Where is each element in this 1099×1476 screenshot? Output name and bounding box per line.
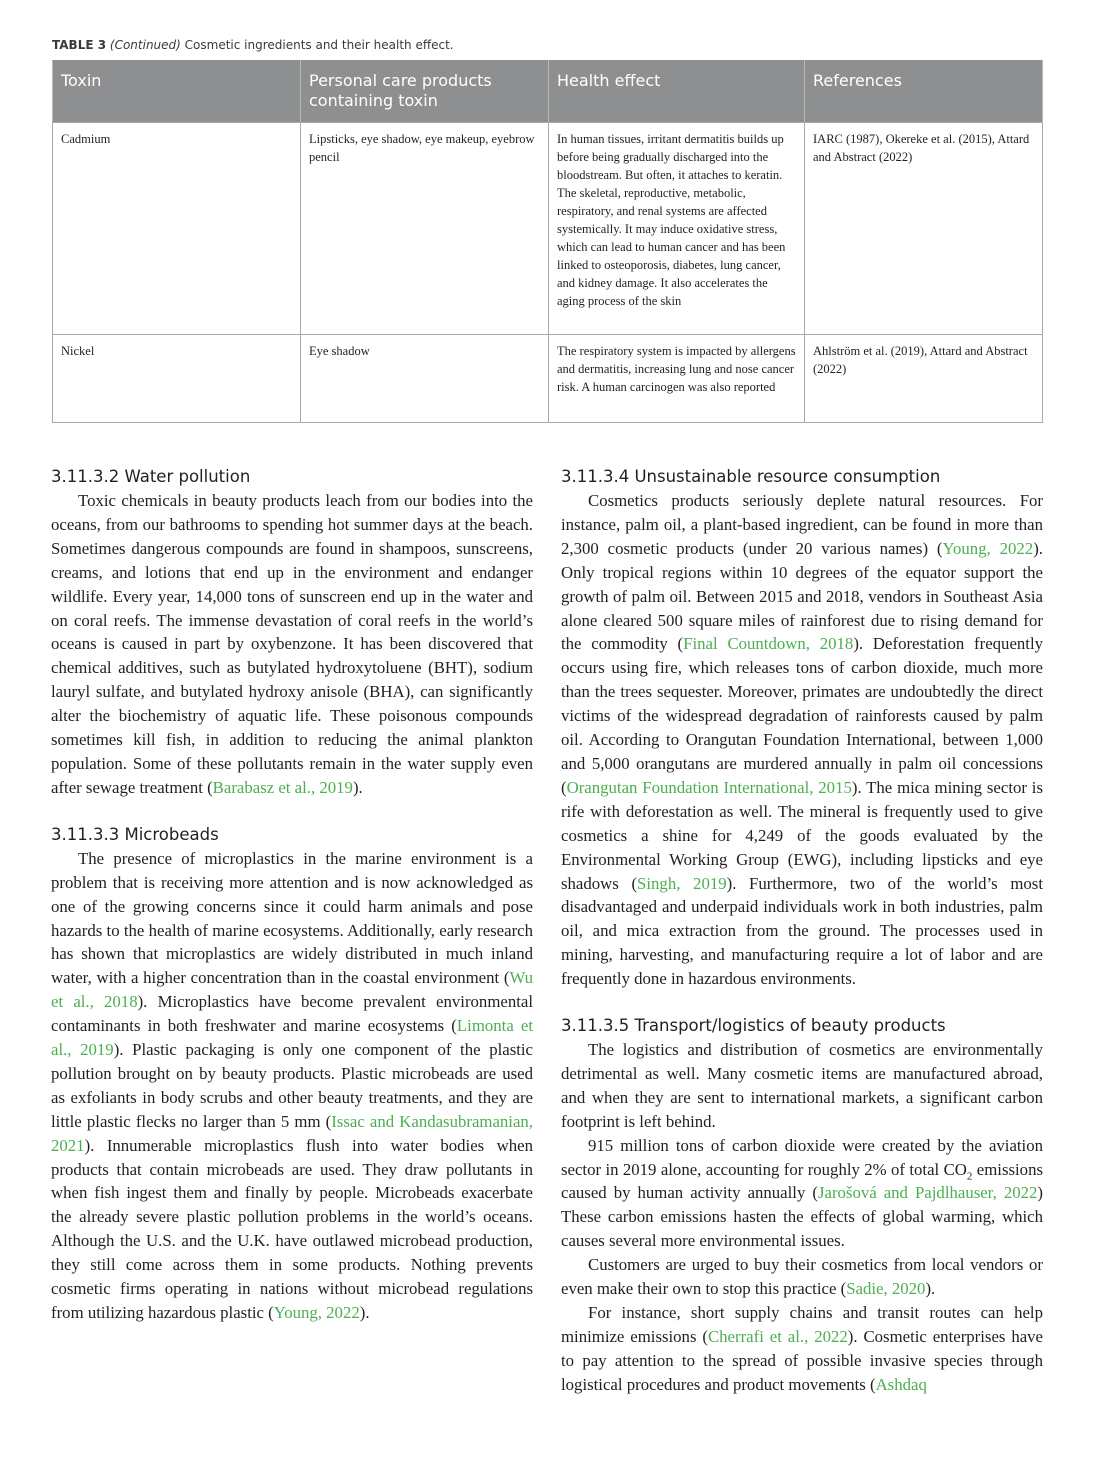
citation-link[interactable]: Final Countdown, 2018 <box>683 634 854 654</box>
section-heading-water-pollution: 3.11.3.2 Water pollution <box>51 467 251 486</box>
table-header-row <box>53 60 1043 123</box>
table-label: TABLE 3 <box>52 38 107 52</box>
paragraph <box>51 489 533 800</box>
citation-link[interactable]: Ashdaq <box>875 1374 927 1394</box>
section-heading-resource-consumption: 3.11.3.4 Unsustainable resource consumption <box>561 467 941 486</box>
paragraph <box>561 489 1043 991</box>
header-products: Personal care products containing toxin <box>301 60 549 123</box>
text: For instance, short supply chains and transit routes can help minimize emissions ( <box>561 1303 1043 1346</box>
cell-references[interactable]: Ahlström et al. (2019), Attard and Abstract (2022) <box>805 335 1043 423</box>
text: emissions caused by human activity annually ( <box>561 1159 1043 1203</box>
citation-link[interactable]: Barabasz et al., 2019 <box>212 777 353 797</box>
left-column <box>51 465 533 1325</box>
citation-link[interactable]: Wu et al., 2018 <box>51 968 533 1012</box>
section-heading-microbeads: 3.11.3.3 Microbeads <box>51 824 219 844</box>
text: Toxic chemicals in beauty products leach from our bodies into the oceans, from our bathrooms to spending hot summer days at the beach. Sometimes dangerous compounds are found in shampoos, sunscreens, creams, and lotions that end up in the environment and endanger wildlife. Every year, 14,000 tons of sunscreen end up in the water and on coral reefs. The immense devastation of coral reefs in the world’s oceans is caused in part by oxybenzone. It has been discovered that chemical additives, such as butylated hydroxytoluene (BHT), sodium lauryl sulfate, and butylated hydroxy anisole (BHA), can significantly alter the biochemistry of aquatic life. These poisonous compounds sometimes kill fish, in addition to reducing the animal plankton population. Some of these pollutants remain in the water supply even after sewage treatment ( <box>51 491 533 797</box>
table-row <box>53 123 1043 335</box>
right-column <box>561 465 1043 1397</box>
text: ). Plastic packaging is only one component of the plastic pollution brought on by beauty products. Plastic microbeads are used as exfoliants in body scrubs and other beauty treatments, and they are little plastic flecks no larger than 5 mm ( <box>51 1040 533 1131</box>
citation-link[interactable]: Limonta et al., 2019 <box>51 1016 533 1060</box>
cell-health-effect: In human tissues, irritant dermatitis builds up before being gradually discharged into the bloodstream. But often, it attaches to keratin. The skeletal, reproductive, metabolic, respiratory, and renal systems are affected systemically. It may induce oxidative stress, which can lead to human cancer and has been linked to osteoporosis, diabetes, lung cancer, and kidney damage. It also accelerates the aging process of the skin <box>549 123 805 335</box>
paragraph <box>561 1134 1043 1254</box>
paragraph <box>561 1253 1043 1301</box>
header-health-effect: Health effect <box>549 60 805 123</box>
citation-link[interactable]: Sadie, 2020 <box>846 1279 926 1299</box>
table-continued: (Continued) <box>109 38 181 52</box>
table-caption-text: Cosmetic ingredients and their health effect. <box>180 38 454 52</box>
text: ). <box>352 777 363 797</box>
text: The presence of microplastics in the marine environment is a problem that is receiving more attention and is now acknowledged as one of the growing concerns since it could harm animals and pose hazards to the health of marine ecosystems. Additionally, early research has shown that microplastics are widely distributed in much inland water, with a higher concentration than in the coastal environment ( <box>51 848 533 988</box>
paragraph <box>51 847 533 1325</box>
text: ). Cosmetic enterprises have to pay attention to the spread of possible invasive species through logistical procedures and product movements ( <box>561 1326 1044 1394</box>
text: ). Only tropical regions within 10 degrees of the equator support the growth of palm oil. Between 2015 and 2018, vendors in Southeast Asia alone cleared 500 square miles of rainforest due to rising demand for the commodity ( <box>561 538 1043 654</box>
table-caption <box>52 38 454 52</box>
citation-link[interactable]: Issac and Kandasubramanian, 2021 <box>51 1111 533 1155</box>
citation-link[interactable]: Young, 2022 <box>942 538 1034 558</box>
text: ). The mica mining sector is rife with deforestation as well. The mineral is frequently used to give cosmetics a shine for 4,249 of the goods evaluated by the Environmental Working Group (EWG), including lipsticks and eye shadows ( <box>561 777 1043 893</box>
cell-references[interactable]: IARC (1987), Okereke et al. (2015), Attard and Abstract (2022) <box>805 123 1043 335</box>
citation-link[interactable]: Orangutan Foundation International, 2015 <box>566 777 852 797</box>
table-row <box>53 335 1043 423</box>
cell-toxin: Nickel <box>53 335 301 423</box>
header-references: References <box>805 60 1043 123</box>
paragraph <box>561 1301 1043 1397</box>
text: ). Innumerable microplastics flush into water bodies when products that contain microbeads are used. They draw pollutants in when fish ingest them and finally by people. Microbeads exacerbate the already severe plastic pollution problems in the world’s oceans. Although the U.S. and the U.K. have outlawed microbead production, they still come across them in some products. Nothing prevents cosmetic firms operating in nations without microbead regulations from utilizing hazardous plastic ( <box>51 1135 533 1322</box>
citation-link[interactable]: Jarošová and Pajdlhauser, 2022 <box>817 1183 1038 1203</box>
subscript: 2 <box>966 1169 973 1182</box>
text: ). Furthermore, two of the world’s most disadvantaged and underpaid individuals work in both industries, palm oil, and mica extraction from the ground. The processes used in mining, harvesting, and manufacturing require a lot of labor and are frequently done in hazardous environments. <box>561 873 1043 989</box>
citation-link[interactable]: Young, 2022 <box>273 1303 360 1322</box>
section-heading-transport-logistics: 3.11.3.5 Transport/logistics of beauty products <box>561 1016 946 1036</box>
text: ). <box>925 1279 936 1299</box>
text: ). Deforestation frequently occurs using fire, which releases tons of carbon dioxide, much more than the trees sequester. Moreover, primates are undoubtedly the direct victims of the widespread degradation of rainforests caused by palm oil. According to Orangutan Foundation International, between 1,000 and 5,000 orangutans are murdered annually in palm oil concessions ( <box>561 634 1044 797</box>
text: ). Microplastics have become prevalent environmental contaminants in both freshwater and marine ecosystems ( <box>51 992 533 1036</box>
citation-link[interactable]: Cherrafi et al., 2022 <box>707 1326 848 1346</box>
text: Cosmetics products seriously deplete natural resources. For instance, palm oil, a plant-based ingredient, can be found in more than 2,300 cosmetic products (under 20 various names) ( <box>561 491 1043 558</box>
text: Customers are urged to buy their cosmetics from local vendors or even make their own to stop this practice ( <box>561 1255 1043 1299</box>
cell-health-effect: The respiratory system is impacted by allergens and dermatitis, increasing lung and nose cancer risk. A human carcinogen was also reported <box>549 335 805 423</box>
cell-products: Eye shadow <box>301 335 549 423</box>
header-toxin: Toxin <box>53 60 301 123</box>
cosmetic-ingredients-table <box>52 60 1043 423</box>
text: ). <box>359 1303 370 1322</box>
cell-products: Lipsticks, eye shadow, eye makeup, eyebrow pencil <box>301 123 549 335</box>
citation-link[interactable]: Singh, 2019 <box>637 873 727 893</box>
cell-toxin: Cadmium <box>53 123 301 335</box>
paragraph: The logistics and distribution of cosmetics are environmentally detrimental as well. Many cosmetic items are manufactured abroad, and when they are sent to international markets, a significant carbon footprint is left behind. <box>561 1040 1043 1131</box>
text: ) These carbon emissions hasten the effects of global warming, which causes several more environmental issues. <box>561 1183 1043 1251</box>
text: 915 million tons of carbon dioxide were created by the aviation sector in 2019 alone, accounting for roughly 2% of total CO <box>561 1135 1043 1179</box>
